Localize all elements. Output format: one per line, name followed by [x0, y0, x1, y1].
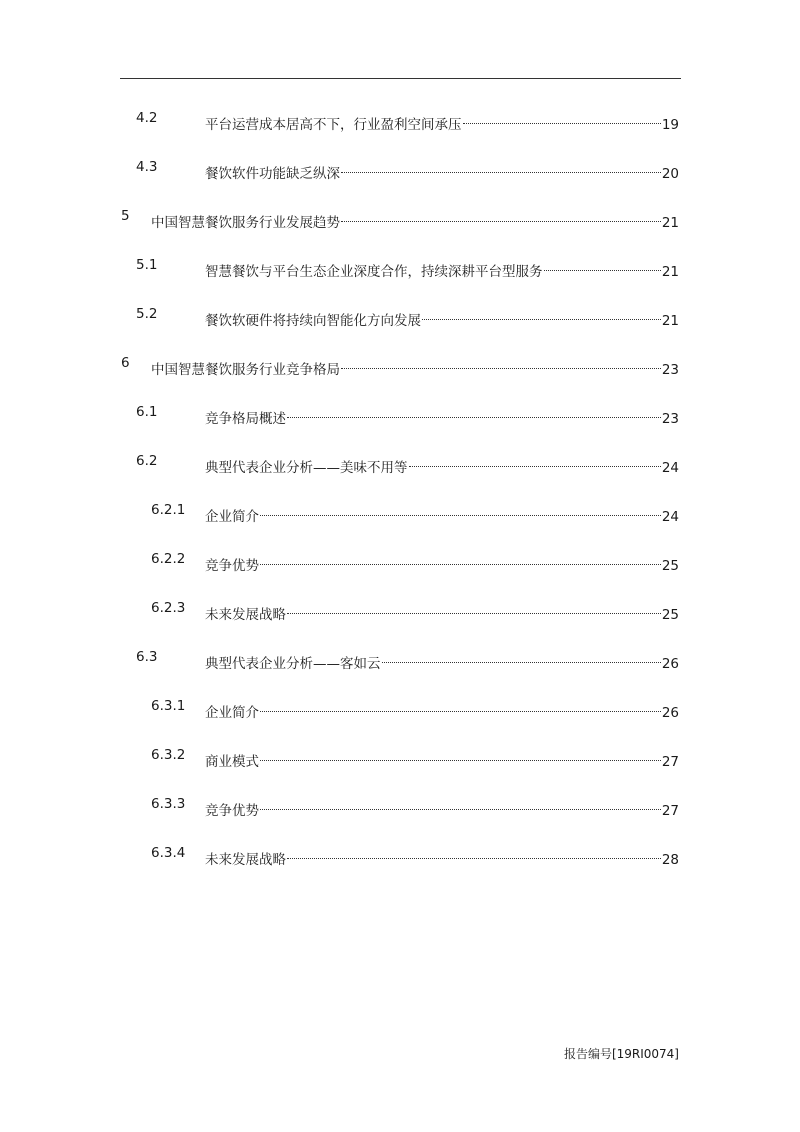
- toc-entry-title: 竞争优势: [205, 803, 259, 819]
- toc-entry-number: 6.2.1: [151, 502, 186, 518]
- toc-entry[interactable]: [0, 597, 800, 623]
- toc-entry-number: 6.3: [136, 649, 158, 665]
- toc-dot-leader: [463, 107, 661, 129]
- toc-entry-line: [151, 205, 679, 234]
- toc-entry-number: 6.3.4: [151, 845, 186, 861]
- toc-entry-title: 竞争格局概述: [205, 411, 286, 427]
- toc-entry-title: 餐饮软硬件将持续向智能化方向发展: [205, 313, 421, 329]
- toc-dot-leader: [341, 156, 661, 178]
- toc-entry-title: 商业模式: [205, 754, 259, 770]
- report-code: 报告编号[19RI0074]: [563, 1047, 679, 1061]
- toc-entry-number: 6.2.2: [151, 551, 186, 567]
- toc-entry-line: [205, 842, 679, 871]
- toc-dot-leader: [341, 205, 661, 227]
- toc-entry-page: 24: [661, 460, 679, 476]
- toc-entry-number: 5.1: [136, 257, 158, 273]
- toc-entry[interactable]: [0, 646, 800, 672]
- toc-entry-line: [205, 744, 679, 773]
- toc-dot-leader: [260, 695, 661, 717]
- toc-entry-number: 6.3.2: [151, 747, 186, 763]
- toc-entry-line: [205, 401, 679, 430]
- toc-entry[interactable]: [0, 352, 800, 378]
- toc-entry[interactable]: [0, 744, 800, 770]
- toc-dot-leader: [260, 793, 661, 815]
- toc-entry-number: 6.2.3: [151, 600, 186, 616]
- toc-entry-line: [205, 597, 679, 626]
- toc-dot-leader: [422, 303, 661, 325]
- toc-entry-number: 4.2: [136, 110, 158, 126]
- toc-dot-leader: [544, 254, 661, 276]
- toc-dot-leader: [409, 450, 661, 472]
- toc-entry-page: 25: [661, 607, 679, 623]
- toc-entry[interactable]: [0, 499, 800, 525]
- toc-entry-page: 27: [661, 803, 679, 819]
- toc-entry-title: 餐饮软件功能缺乏纵深: [205, 166, 340, 182]
- toc-entry-line: [205, 499, 679, 528]
- toc-entry-page: 23: [661, 362, 679, 378]
- toc-entry[interactable]: [0, 793, 800, 819]
- toc-entry-line: [205, 695, 679, 724]
- toc-entry-number: 5.2: [136, 306, 158, 322]
- toc-dot-leader: [260, 548, 661, 570]
- toc-entry-page: 20: [661, 166, 679, 182]
- toc-entry[interactable]: [0, 450, 800, 476]
- toc-entry[interactable]: [0, 205, 800, 231]
- toc-entry-title: 未来发展战略: [205, 852, 286, 868]
- toc-entry[interactable]: [0, 107, 800, 133]
- toc-entry[interactable]: [0, 401, 800, 427]
- toc-entry-title: 平台运营成本居高不下，行业盈利空间承压: [205, 117, 462, 133]
- toc-dot-leader: [287, 401, 661, 423]
- toc-entry-title: 企业简介: [205, 705, 259, 721]
- toc-dot-leader: [260, 744, 661, 766]
- toc-entry-page: 25: [661, 558, 679, 574]
- toc-entry-page: 21: [661, 264, 679, 280]
- toc-entry-page: 28: [661, 852, 679, 868]
- toc-entry-title: 未来发展战略: [205, 607, 286, 623]
- toc-entry-page: 24: [661, 509, 679, 525]
- toc-entry[interactable]: [0, 548, 800, 574]
- toc-entry-title: 智慧餐饮与平台生态企业深度合作，持续深耕平台型服务: [205, 264, 543, 280]
- toc-entry[interactable]: [0, 303, 800, 329]
- toc-entry-page: 23: [661, 411, 679, 427]
- toc-entry-page: 21: [661, 215, 679, 231]
- toc-entry-title: 中国智慧餐饮服务行业竞争格局: [151, 362, 340, 378]
- toc-entry[interactable]: [0, 254, 800, 280]
- toc-entry-page: 26: [661, 705, 679, 721]
- toc-entry-number: 6.3.3: [151, 796, 186, 812]
- toc-dot-leader: [341, 352, 661, 374]
- toc-entry-line: [205, 548, 679, 577]
- toc-entry-page: 26: [661, 656, 679, 672]
- toc-entry-title: 典型代表企业分析——美味不用等: [205, 460, 408, 476]
- toc-entry[interactable]: [0, 695, 800, 721]
- toc-dot-leader: [260, 499, 661, 521]
- toc-dot-leader: [287, 597, 661, 619]
- toc-entry[interactable]: [0, 156, 800, 182]
- toc-dot-leader: [287, 842, 661, 864]
- toc-entry-line: [205, 156, 679, 185]
- toc-entry-title: 典型代表企业分析——客如云: [205, 656, 381, 672]
- toc-entry-page: 21: [661, 313, 679, 329]
- toc-entry-page: 27: [661, 754, 679, 770]
- toc-entry-number: 6.1: [136, 404, 158, 420]
- toc-entry-title: 竞争优势: [205, 558, 259, 574]
- toc-entry-number: 6.3.1: [151, 698, 186, 714]
- toc-entry[interactable]: [0, 842, 800, 868]
- toc-entry-title: 企业简介: [205, 509, 259, 525]
- toc-entry-title: 中国智慧餐饮服务行业发展趋势: [151, 215, 340, 231]
- toc-entry-line: [205, 646, 679, 675]
- toc-entry-number: 4.3: [136, 159, 158, 175]
- toc-entry-line: [205, 254, 679, 283]
- toc-entry-number: 6.2: [136, 453, 158, 469]
- toc-dot-leader: [382, 646, 661, 668]
- toc-entry-line: [205, 303, 679, 332]
- toc-entry-line: [205, 793, 679, 822]
- toc-entry-line: [151, 352, 679, 381]
- toc-entry-number: 5: [121, 208, 130, 224]
- toc-entry-line: [205, 107, 679, 136]
- toc-entry-page: 19: [661, 117, 679, 133]
- toc-entry-number: 6: [121, 355, 130, 371]
- toc-entry-line: [205, 450, 679, 479]
